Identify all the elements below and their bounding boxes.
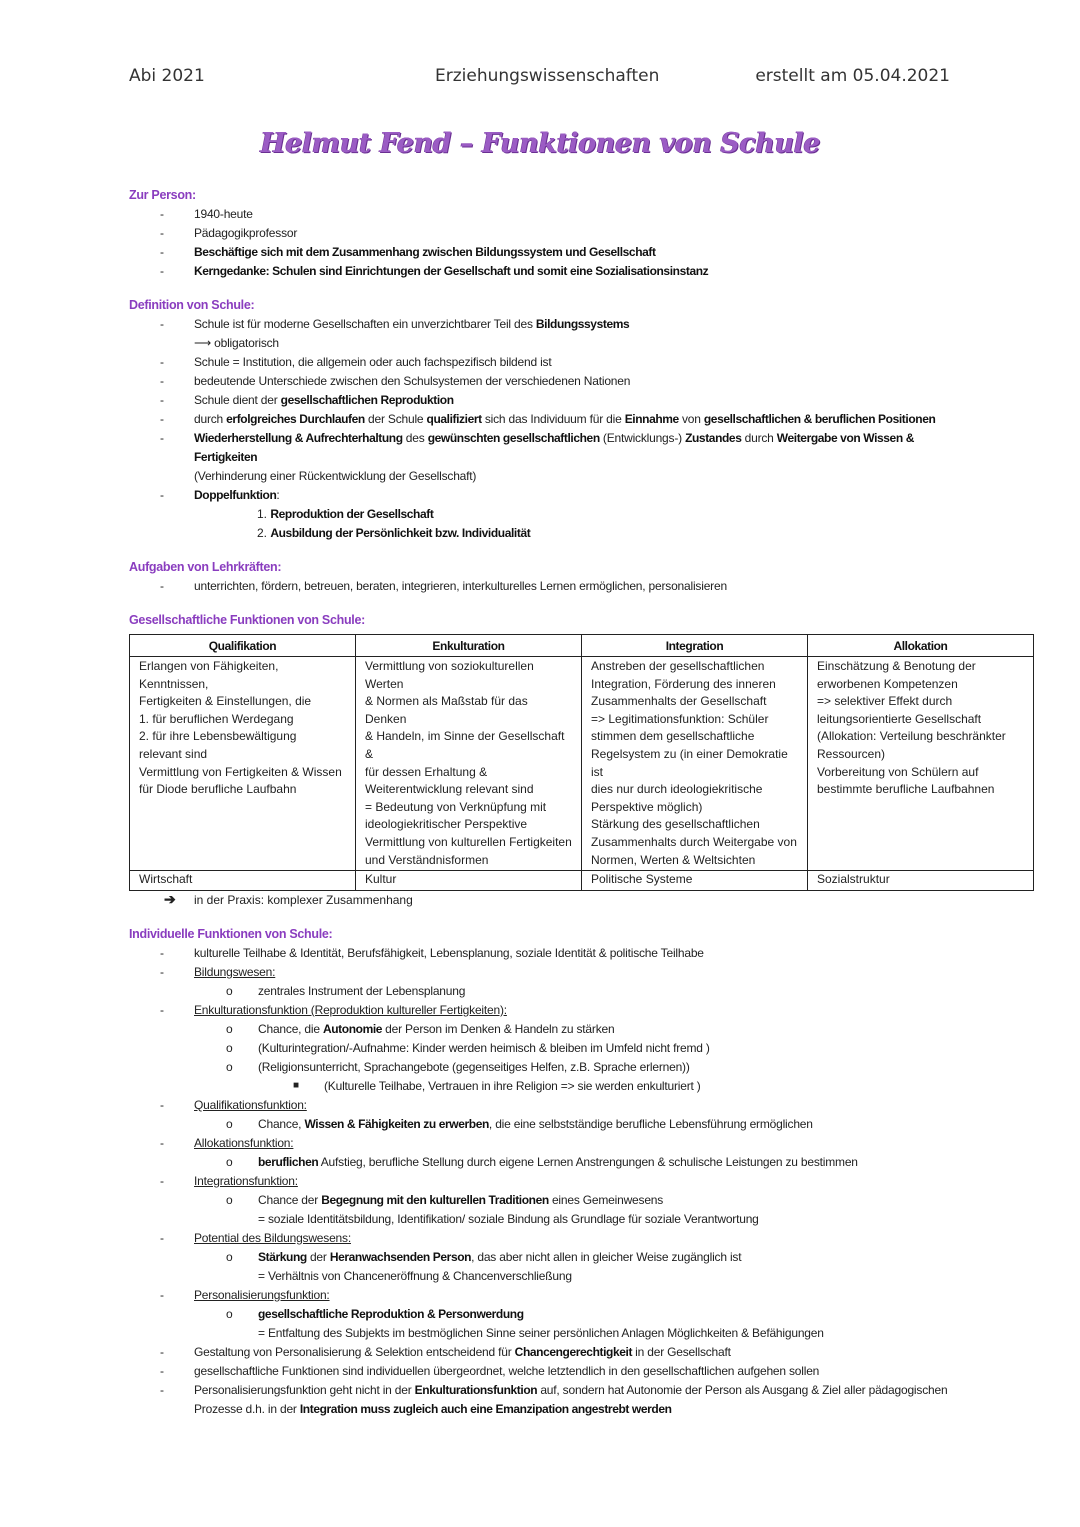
list-item: - 1940-heute	[129, 205, 959, 224]
list-item: - durch erfolgreiches Durchlaufen der Schule qualifiziert sich das Individuum für die Einnahme von gesellschaftlichen & beruflichen Positionen	[129, 410, 959, 429]
list-item: - Schule dient der gesellschaftlichen Reproduktion	[129, 391, 959, 410]
list-item: - Potential des Bildungswesens:	[129, 1229, 959, 1248]
list-item: - kulturelle Teilhabe & Identität, Berufsfähigkeit, Lebensplanung, soziale Identität & politische Teilhabe	[129, 944, 959, 963]
circle-bullet-icon: o	[226, 1249, 233, 1264]
table-cell: Einschätzung & Benotung der erworbenen Kompetenzen => selektiver Effekt durch leitungsorientierte Gesellschaft (Allokation: Verteilung beschränkter Ressourcen) Vorbereitung von Schülern auf bestimmte berufliche Laufbahnen	[808, 657, 1034, 871]
numbered-item: 2. Ausbildung der Persönlichkeit bzw. Individualität	[257, 526, 531, 540]
list-item: - Integrationsfunktion:	[129, 1172, 959, 1191]
list-item: - bedeutende Unterschiede zwischen den Schulsystemen der verschiedenen Nationen	[129, 372, 959, 391]
sub-item: o Chance, die Autonomie der Person im Denken & Handeln zu stärken	[129, 1020, 959, 1039]
table-footer-cell: Politische Systeme	[582, 871, 808, 891]
arrow-right-icon: ➔	[164, 890, 176, 907]
sub-item: o (Kulturintegration/-Aufnahme: Kinder werden heimisch & bleiben im Umfeld nicht fremd )	[129, 1039, 959, 1058]
section-heading-social-functions: Gesellschaftliche Funktionen von Schule:	[129, 613, 365, 627]
page-title: Helmut Fend – Funktionen von Schule	[260, 128, 820, 159]
table-footer-cell: Wirtschaft	[130, 871, 356, 891]
circle-bullet-icon: o	[226, 1116, 233, 1131]
numbered-item: 1. Reproduktion der Gesellschaft	[257, 507, 434, 521]
list-item-continuation: ⟶ obligatorisch	[194, 336, 279, 350]
header-subject: Erziehungswissenschaften	[435, 66, 660, 86]
table-header: Allokation	[808, 635, 1034, 657]
sub-item-continuation: = Verhältnis von Chanceneröffnung & Chancenverschließung	[258, 1268, 572, 1283]
section-heading-teachers: Aufgaben von Lehrkräften:	[129, 560, 282, 574]
table-header: Enkulturation	[356, 635, 582, 657]
circle-bullet-icon: o	[226, 1021, 233, 1036]
list-item: - Qualifikationsfunktion:	[129, 1096, 959, 1115]
table-cell: Anstreben der gesellschaftlichen Integration, Förderung des inneren Zusammenhalts der Gesellschaft => Legitimationsfunktion: Schüler stimmen dem gesellschaftliche Regelsystem zu (in einer Demokratie ist dies nur durch ideologiekritische Perspektive möglich) Stärkung des gesellschaftlichen Zusammenhalts durch Weitergabe von Normen, Werten & Weltsichten	[582, 657, 808, 871]
table-header: Qualifikation	[130, 635, 356, 657]
table-header: Integration	[582, 635, 808, 657]
header-date: erstellt am 05.04.2021	[755, 66, 950, 86]
sub-item-continuation: = Entfaltung des Subjekts im bestmöglichen Sinne seiner persönlichen Anlagen Möglichkeiten & Befähigungen	[258, 1325, 824, 1340]
table-cell: Vermittlung von soziokulturellen Werten & Normen als Maßstab für das Denken & Handeln, im Sinne der Gesellschaft & für dessen Erhaltung & Weiterentwicklung relevant sind = Bedeutung von Verknüpfung mit ideologiekritischer Perspektive Vermittlung von kulturellen Fertigkeiten und Verständnisformen	[356, 657, 582, 871]
section-heading-individual-functions: Individuelle Funktionen von Schule:	[129, 926, 333, 941]
list-item: - Beschäftige sich mit dem Zusammenhang zwischen Bildungssystem und Gesellschaft	[129, 243, 959, 262]
sub-item-continuation: = soziale Identitätsbildung, Identifikation/ soziale Bindung als Grundlage für soziale Verantwortung	[258, 1211, 759, 1226]
sub-item: o Chance der Begegnung mit den kulturellen Traditionen eines Gemeinwesens	[129, 1191, 959, 1210]
list-item: - Personalisierungsfunktion geht nicht in der Enkulturationsfunktion auf, sondern hat Autonomie der Person als Ausgang & Ziel aller pädagogischen	[129, 1381, 959, 1400]
circle-bullet-icon: o	[226, 1192, 233, 1207]
table-footer-cell: Sozialstruktur	[808, 871, 1034, 891]
circle-bullet-icon: o	[226, 1154, 233, 1169]
functions-table	[129, 634, 1034, 891]
practice-note: ➔ in der Praxis: komplexer Zusammenhang	[164, 890, 413, 907]
sub-item: o beruflichen Aufstieg, berufliche Stellung durch eigene Lernen Anstrengungen & schulische Leistungen zu bestimmen	[129, 1153, 959, 1172]
sub-item: o Stärkung der Heranwachsenden Person, das aber nicht allen in gleicher Weise zugänglich ist	[129, 1248, 959, 1267]
list-item: - Doppelfunktion:	[129, 486, 959, 505]
list-item-continuation: Prozesse d.h. in der Integration muss zugleich auch eine Emanzipation angestrebt werden	[194, 1401, 672, 1416]
sub-item: o gesellschaftliche Reproduktion & Personwerdung	[129, 1305, 959, 1324]
circle-bullet-icon: o	[226, 1040, 233, 1055]
list-item: - Allokationsfunktion:	[129, 1134, 959, 1153]
list-item: - Enkulturationsfunktion (Reproduktion kultureller Fertigkeiten):	[129, 1001, 959, 1020]
header-left: Abi 2021	[129, 66, 205, 86]
table-footer-cell: Kultur	[356, 871, 582, 891]
sub-item: o (Religionsunterricht, Sprachangebote (gegenseitiges Helfen, z.B. Sprache erlernen))	[129, 1058, 959, 1077]
circle-bullet-icon: o	[226, 1059, 233, 1074]
list-item: - Gestaltung von Personalisierung & Selektion entscheidend für Chancengerechtigkeit in der Gesellschaft	[129, 1343, 959, 1362]
list-item: - Bildungswesen:	[129, 963, 959, 982]
circle-bullet-icon: o	[226, 983, 233, 998]
list-item: - gesellschaftliche Funktionen sind individuellen übergeordnet, welche letztendlich in den gesellschaftlichen aufgehen sollen	[129, 1362, 959, 1381]
list-item: - Schule ist für moderne Gesellschaften ein unverzichtbarer Teil des Bildungssystems	[129, 315, 959, 334]
circle-bullet-icon: o	[226, 1306, 233, 1321]
sub-sub-item: ■ (Kulturelle Teilhabe, Vertrauen in ihre Religion => sie werden enkulturiert )	[129, 1077, 959, 1096]
sub-item: o zentrales Instrument der Lebensplanung	[129, 982, 959, 1001]
document-body	[129, 186, 1006, 1419]
list-item: - Personalisierungsfunktion:	[129, 1286, 959, 1305]
list-item: - unterrichten, fördern, betreuen, beraten, integrieren, interkulturelles Lernen ermöglichen, personalisieren	[129, 577, 959, 596]
list-item: - Schule = Institution, die allgemein oder auch fachspezifisch bildend ist	[129, 353, 959, 372]
table-cell: Erlangen von Fähigkeiten, Kenntnissen, Fertigkeiten & Einstellungen, die 1. für beruflichen Werdegang 2. für ihre Lebensbewältigung relevant sind Vermittlung von Fertigkeiten & Wissen für Diode berufliche Laufbahn	[130, 657, 356, 871]
section-heading-person: Zur Person:	[129, 188, 196, 202]
list-item-continuation: (Verhinderung einer Rückentwicklung der Gesellschaft)	[194, 469, 477, 483]
list-item: - Pädagogikprofessor	[129, 224, 959, 243]
square-bullet-icon: ■	[293, 1079, 299, 1091]
sub-item: o Chance, Wissen & Fähigkeiten zu erwerben, die eine selbstständige berufliche Lebensführung ermöglichen	[129, 1115, 959, 1134]
list-item: - Wiederherstellung & Aufrechterhaltung des gewünschten gesellschaftlichen (Entwicklungs-) Zustandes durch Weitergabe von Wissen & Fertigkeiten	[129, 429, 959, 467]
list-item: - Kerngedanke: Schulen sind Einrichtungen der Gesellschaft und somit eine Sozialisationsinstanz	[129, 262, 959, 281]
section-heading-definition: Definition von Schule:	[129, 298, 255, 312]
